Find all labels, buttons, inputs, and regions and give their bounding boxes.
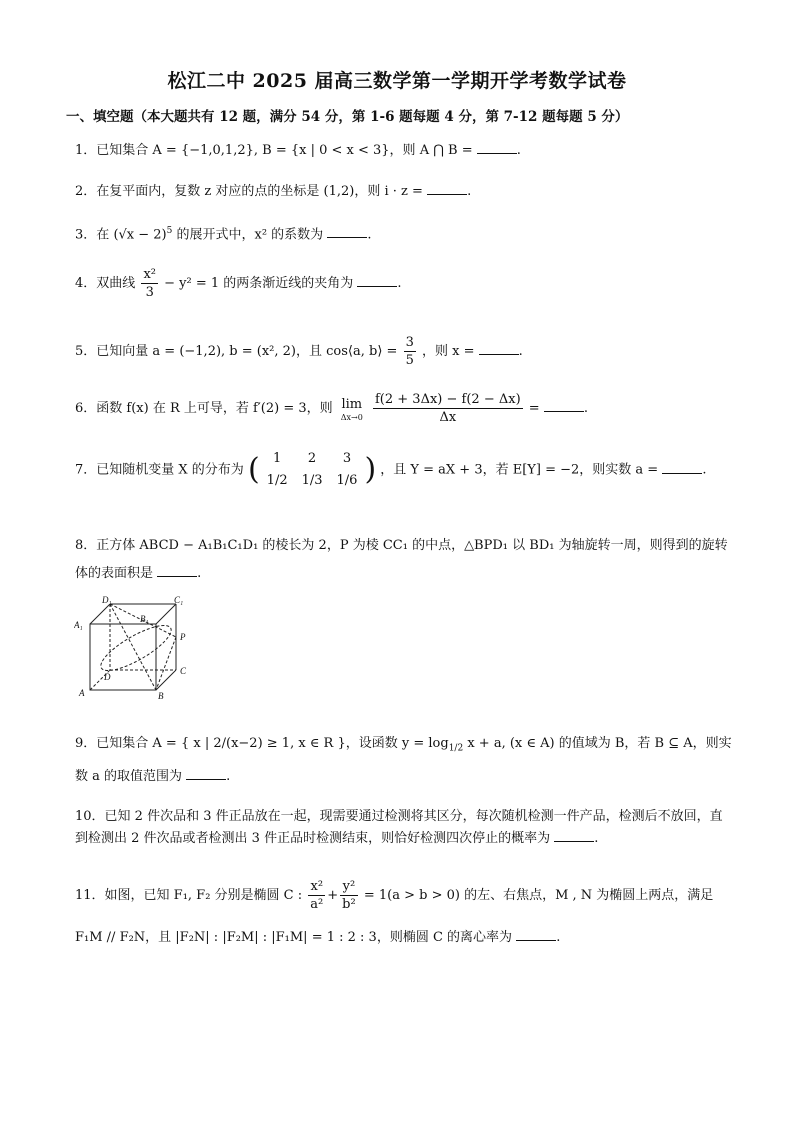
cube-figure bbox=[74, 596, 192, 700]
cube-front-face bbox=[90, 624, 156, 690]
question-11-cont: F₁M // F₂N，且 |F₂N| : |F₂M| : |F₁M| = 1 : 2 : 3，则椭圆 C 的离心率为 . bbox=[75, 930, 561, 945]
label-b: B bbox=[158, 691, 164, 700]
fraction-y: $\frac{\text{y²}}{\text{b²}}$ bbox=[342, 879, 356, 912]
limit: lim Δx→0 bbox=[340, 396, 363, 422]
question-9: 9．已知集合 A = { x | 2/(x−2) ≥ 1, x ∈ R }，设函数 $y = \log_{1/2} x + a$, (x ∈ A) 的值域为 B，若 B ⊆ A，则实数 a 的取值范围为 . bbox=[75, 736, 732, 784]
label-d: D bbox=[104, 672, 111, 682]
fraction: $\frac{\text{x²}}{3}$ bbox=[143, 267, 156, 300]
fraction-x: $\frac{\text{x²}}{\text{a²}}$ bbox=[310, 879, 324, 912]
answer-blank[interactable] bbox=[662, 461, 702, 474]
question-8: 8．正方体 ABCD − A₁B₁C₁D₁ 的棱长为 2，P 为棱 CC₁ 的中点，△BPD₁ 以 BD₁ 为轴旋转一周，则得到的旋转体的表面积是 . bbox=[75, 538, 728, 581]
label-a: A bbox=[79, 688, 85, 698]
rotation-ellipse bbox=[95, 618, 176, 679]
section-heading: 一、填空题（本大题共有 12 题，满分 54 分，第 1-6 题每题 4 分，第 7-12 题每题 5 分） bbox=[66, 109, 629, 125]
fraction: $\frac{3}{5}$ bbox=[405, 335, 414, 368]
answer-blank[interactable] bbox=[477, 141, 517, 154]
question-6: 6．函数 f(x) 在 R 上可导，若 f′(2) = 3，则 lim Δx→0 $\frac{f(2 + 3\Delta x) - f(2 - \Delta x)}{\Delta x}$ = . bbox=[75, 392, 588, 425]
question-4: 4．双曲线 $\frac{\text{x²}}{3}$ − y² = 1 的两条渐近线的夹角为 . bbox=[75, 267, 402, 300]
label-c1: C₁ bbox=[174, 596, 184, 605]
page-title: 松江二中 2025 届高三数学第一学期开学考数学试卷 bbox=[167, 70, 627, 92]
answer-blank[interactable] bbox=[157, 564, 197, 577]
label-b1: B₁ bbox=[140, 614, 149, 624]
answer-blank[interactable] bbox=[516, 928, 556, 941]
label-p: P bbox=[180, 632, 186, 642]
question-2: 2．在复平面内，复数 z 对应的点的坐标是 (1,2)，则 i · z = . bbox=[75, 184, 472, 199]
answer-blank[interactable] bbox=[186, 767, 226, 780]
answer-blank[interactable] bbox=[427, 182, 467, 195]
question-5: 5．已知向量 a = (−1,2), b = (x², 2)，且 cos⟨a, b⟩ = $\frac{3}{5}$ ，则 x = . bbox=[75, 335, 523, 368]
answer-blank[interactable] bbox=[554, 829, 594, 842]
question-11: 11．如图，已知 F₁, F₂ 分别是椭圆 C : $\frac{\text{x²}}{\text{a²}}$ + $\frac{\text{y²}}{\text{b²}}$ = 1(a > b > 0) 的左、右焦点，M , N 为椭圆上两点，满足 bbox=[75, 879, 714, 912]
question-1: 1．已知集合 A = {−1,0,1,2}, B = {x | 0 < x < 3}，则 A ⋂ B = . bbox=[75, 143, 521, 158]
answer-blank[interactable] bbox=[357, 274, 397, 287]
label-d1: D₁ bbox=[102, 596, 112, 605]
fraction: $\frac{f(2 + 3\Delta x) - f(2 - \Delta x)}{\Delta x}$ bbox=[375, 392, 521, 425]
question-3: 3．在 $(√x - 2)^5$ 的展开式中，x² 的系数为 . bbox=[75, 226, 372, 243]
axis-bd1 bbox=[110, 604, 156, 690]
distribution-table: 1 2 3 1/2 1/3 1/6 bbox=[266, 451, 358, 488]
answer-blank[interactable] bbox=[479, 342, 519, 355]
question-10: 10．已知 2 件次品和 3 件正品放在一起，现需要通过检测将其区分，每次随机检测一件产品，检测后不放回，直到检测出 2 件次品或者检测出 3 件正品时检测结束，则恰好检测四次停止的概率为 . bbox=[75, 809, 723, 846]
answer-blank[interactable] bbox=[327, 225, 367, 238]
label-c: C bbox=[180, 666, 187, 676]
label-a1: A₁ bbox=[74, 620, 83, 630]
answer-blank[interactable] bbox=[544, 399, 584, 412]
question-7: 7．已知随机变量 X 的分布为 ( 1 2 3 1/2 1/3 1/6 ) ，且 Y = aX + 3，若 E[Y] = −2，则实数 a = . bbox=[75, 448, 706, 492]
